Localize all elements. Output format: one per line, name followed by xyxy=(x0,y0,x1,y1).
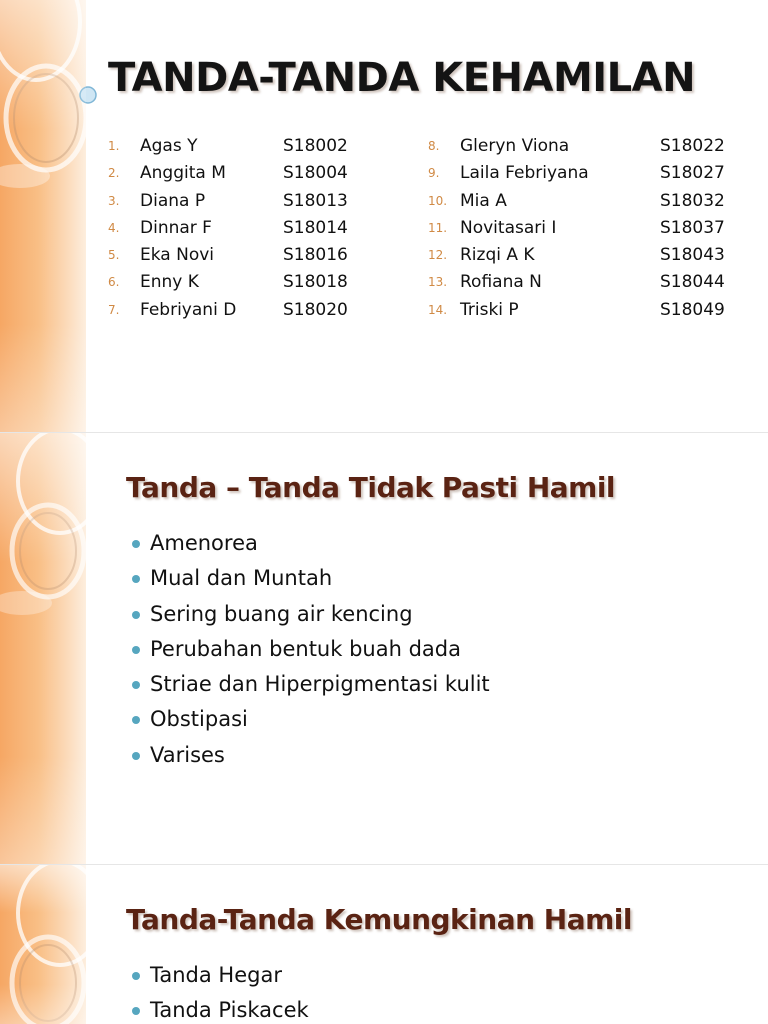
bullet-icon xyxy=(132,752,140,760)
member-nim: S18016 xyxy=(283,245,348,266)
decorative-side-panel xyxy=(0,865,86,1024)
member-name: Rizqi A K xyxy=(460,245,535,266)
bullet-icon xyxy=(132,716,140,724)
list-item xyxy=(130,632,490,667)
decorative-rings-icon xyxy=(0,865,110,1024)
list-item xyxy=(130,597,490,632)
member-name: Novitasari I xyxy=(460,217,557,238)
list-number: 11. xyxy=(428,220,448,235)
bullet-list xyxy=(130,526,490,773)
member-nim: S18013 xyxy=(283,190,348,211)
list-number: 9. xyxy=(428,166,440,181)
member-name: Mia A xyxy=(460,190,507,211)
bullet-text: Amenorea xyxy=(150,531,258,555)
list-item xyxy=(130,667,490,702)
list-number: 2. xyxy=(108,166,120,181)
bullet-icon xyxy=(132,681,140,689)
slide-1 xyxy=(0,0,768,432)
list-number: 13. xyxy=(428,275,448,290)
decorative-side-panel xyxy=(0,433,86,864)
member-nim: S18044 xyxy=(660,272,725,293)
list-number: 6. xyxy=(108,275,120,290)
bullet-icon xyxy=(132,611,140,619)
member-name: Agas Y xyxy=(140,136,198,156)
list-number: 1. xyxy=(108,139,120,153)
member-nim: S18037 xyxy=(660,217,725,238)
bullet-list xyxy=(130,958,309,1024)
member-nim: S18032 xyxy=(660,190,725,211)
slide-title: Tanda – Tanda Tidak Pasti Hamil xyxy=(126,471,616,504)
bullet-icon xyxy=(132,1007,140,1015)
member-name: Anggita M xyxy=(140,163,226,184)
list-item xyxy=(130,993,309,1024)
list-number: 3. xyxy=(108,193,120,208)
member-nim: S18049 xyxy=(660,299,725,320)
slide-3 xyxy=(0,865,768,1024)
member-name: Dinnar F xyxy=(140,217,212,238)
member-nim: S18014 xyxy=(283,217,348,238)
list-number: 14. xyxy=(428,302,448,317)
member-name: Laila Febriyana xyxy=(460,163,589,184)
slide-title: TANDA-TANDA KEHAMILAN xyxy=(108,55,696,101)
list-number: 8. xyxy=(428,139,440,153)
member-nim: S18004 xyxy=(283,163,348,184)
bullet-text: Striae dan Hiperpigmentasi kulit xyxy=(150,672,490,697)
member-name: Rofiana N xyxy=(460,272,542,293)
list-number: 12. xyxy=(428,248,448,263)
list-item xyxy=(130,561,490,596)
member-nim: S18002 xyxy=(283,136,348,156)
member-name: Gleryn Viona xyxy=(460,136,570,156)
member-name: Febriyani D xyxy=(140,299,237,320)
bullet-text: Tanda Hegar xyxy=(150,963,282,987)
bullet-icon xyxy=(132,540,140,548)
bullet-text: Perubahan bentuk buah dada xyxy=(150,636,461,661)
bullet-text: Varises xyxy=(150,742,225,767)
decorative-side-panel xyxy=(0,0,86,432)
member-name: Triski P xyxy=(460,299,519,320)
list-item xyxy=(130,958,309,993)
bullet-text: Sering buang air kencing xyxy=(150,601,413,626)
member-nim: S18022 xyxy=(660,136,725,156)
list-number: 7. xyxy=(108,302,120,317)
slide-2 xyxy=(0,433,768,864)
member-nim: S18043 xyxy=(660,245,725,266)
bullet-text: Mual dan Muntah xyxy=(150,566,333,591)
bullet-text: Tanda Piskacek xyxy=(150,998,309,1023)
decorative-rings-icon xyxy=(0,433,110,864)
list-item xyxy=(130,702,490,737)
list-number: 10. xyxy=(428,193,448,208)
list-number: 5. xyxy=(108,248,120,263)
list-item xyxy=(130,526,490,561)
member-nim: S18020 xyxy=(283,299,348,320)
member-name: Eka Novi xyxy=(140,245,215,266)
member-name: Diana P xyxy=(140,190,206,211)
bullet-text: Obstipasi xyxy=(150,707,248,732)
bullet-icon xyxy=(132,575,140,583)
slide-title: Tanda-Tanda Kemungkinan Hamil xyxy=(126,903,632,936)
list-item xyxy=(130,738,490,773)
decorative-rings-icon xyxy=(0,0,110,432)
bullet-icon xyxy=(132,646,140,654)
list-number: 4. xyxy=(108,220,120,235)
bullet-icon xyxy=(132,972,140,980)
member-nim: S18027 xyxy=(660,163,725,184)
member-nim: S18018 xyxy=(283,272,348,293)
member-name: Enny K xyxy=(140,272,199,293)
